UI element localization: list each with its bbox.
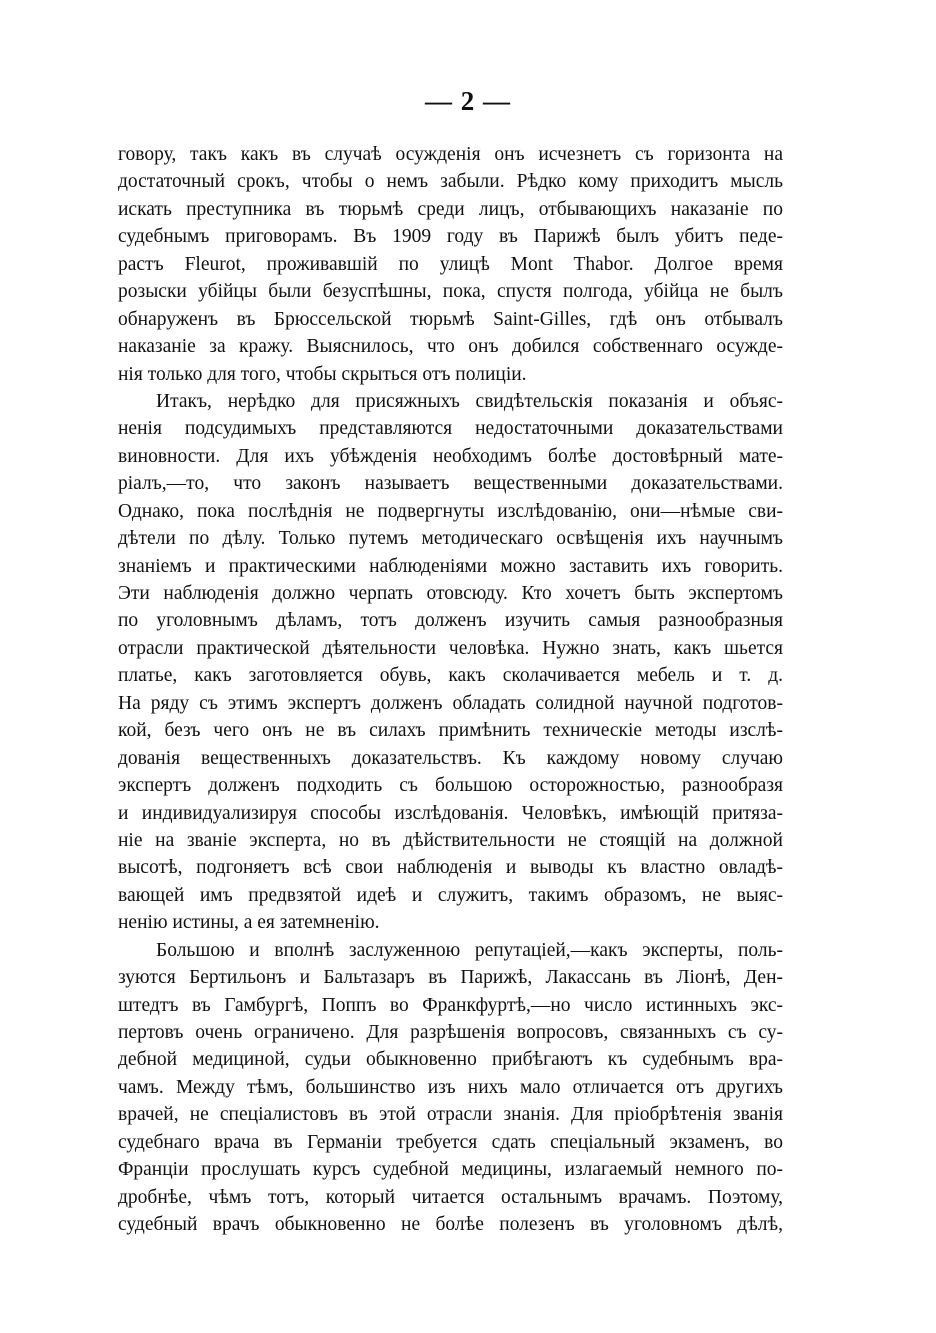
text-line: достаточный срокъ, чтобы о немъ забыли. Рѣдко кому приходитъ мысль [118,171,783,193]
text-line: Франціи прослушать курсъ судебной медицины, излагаемый немного по- [118,1159,783,1181]
text-line: экспертъ долженъ подходить съ большою осторожностью, разнообразя [118,775,783,797]
text-line: растъ Fleurot, проживавшій по улицѣ Mont Thabor. Долгое время [118,253,783,275]
text-line: нія только для того, чтобы скрыться отъ полиціи. [118,363,527,385]
text-line: высотѣ, подгоняетъ всѣ свои наблюденія и выводы къ властно овладѣ- [118,857,783,879]
text-line: вающей имъ предвзятой идеѣ и служитъ, такимъ образомъ, не выяс- [118,884,783,906]
page-number: — 2 — [425,86,511,116]
text-line: судебнаго врача въ Германіи требуется сдать спеціальный экзаменъ, во [118,1131,783,1153]
text-line: дѣтели по дѣлу. Только путемъ методическаго освѣщенія ихъ научнымъ [118,528,783,550]
text-line: по уголовнымъ дѣламъ, тотъ долженъ изучить самыя разнообразныя [118,610,783,632]
text-line: обнаруженъ въ Брюссельской тюрьмѣ Saint-Gilles, гдѣ онъ отбывалъ [118,308,783,330]
text-line: ріалъ,—то, что законъ называетъ вещественными доказательствами. [118,473,783,495]
text-line: дробнѣе, чѣмъ тотъ, который читается остальнымъ врачамъ. Поэтому, [118,1186,783,1208]
text-line: кой, безъ чего онъ не въ силахъ примѣнить техническіе методы изслѣ- [118,720,783,742]
text-line: дебной медициной, судьи обыкновенно прибѣгаютъ къ судебнымъ вра- [118,1049,783,1071]
text-line: платье, какъ заготовляется обувь, какъ сколачивается мебель и т. д. [118,665,783,687]
text-line: На ряду съ этимъ экспертъ долженъ обладать солидной научной подготов- [118,692,783,714]
paragraph-2 [118,388,783,937]
text-line: судебнымъ приговорамъ. Въ 1909 году въ Парижѣ былъ убитъ педе- [118,226,783,248]
text-line: знаніемъ и практическими наблюденіями можно заставить ихъ говорить. [118,555,783,577]
text-line: пертовъ очень ограничено. Для разрѣшенія вопросовъ, связанныхъ съ су- [118,1022,783,1043]
text-line: чамъ. Между тѣмъ, большинство изъ нихъ мало отличается отъ другихъ [118,1076,783,1098]
text-line: ніе на званіе эксперта, но въ дѣйствительности не стоящій на должной [118,829,783,851]
text-line: судебный врачъ обыкновенно не болѣе полезенъ въ уголовномъ дѣлѣ, [118,1214,783,1236]
text-line: виновности. Для ихъ убѣжденія необходимъ болѣе достовѣрный мате- [118,445,783,467]
text-line: Эти наблюденія должно черпать отовсюду. Кто хочетъ быть экспертомъ [118,583,783,604]
text-line: Итакъ, нерѣдко для присяжныхъ свидѣтельскія показанія и объяс- [156,390,783,412]
text-line: отрасли практической дѣятельности человѣка. Нужно знать, какъ шьется [118,637,783,659]
text-line: ненію истины, а ея затемненію. [118,912,380,934]
text-line: Однако, пока послѣднія не подвергнуты изслѣдованію, они—нѣмые сви- [118,500,783,522]
text-line: зуются Бертильонъ и Бальтазаръ въ Парижѣ, Лакассань въ Ліонѣ, Ден- [118,967,783,989]
text-line: штедтъ въ Гамбургѣ, Поппъ во Франкфуртѣ,—но число истинныхъ экс- [118,994,783,1016]
text-line: розыски убійцы были безуспѣшны, пока, спустя полгода, убійца не былъ [118,281,783,303]
text-line: ненія подсудимыхъ представляются недостаточными доказательствами [118,418,783,440]
text-line: и индивидуализируя способы изслѣдованія. Человѣкъ, имѣющій притяза- [118,802,783,824]
paragraph-3 [118,937,783,1239]
text-line: врачей, не спеціалистовъ въ этой отрасли знанія. Для пріобрѣтенія званія [118,1104,783,1126]
body-text [118,141,783,1239]
text-line: дованія вещественныхъ доказательствъ. Къ каждому новому случаю [118,747,783,769]
text-line: Большою и вполнѣ заслуженною репутаціей,—какъ эксперты, поль- [156,939,783,961]
text-line: искать преступника въ тюрьмѣ среди лицъ, отбывающихъ наказаніе по [118,198,783,220]
paragraph-1 [118,141,783,388]
text-line: говору, такъ какъ въ случаѣ осужденія онъ исчезнетъ съ горизонта на [118,144,783,165]
text-line: наказаніе за кражу. Выяснилось, что онъ добился собственнаго осужде- [118,336,783,358]
